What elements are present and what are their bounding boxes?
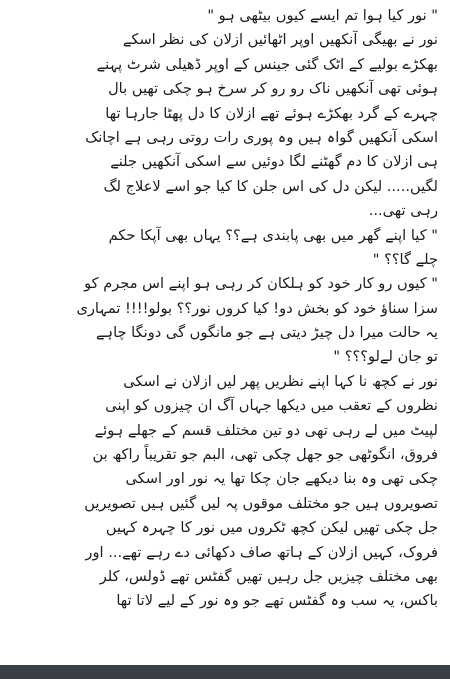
text-line: چہرے کے گرد بھکڑے ہوئے تھے ازلان کا دل پھٹا جارہا تھا	[105, 104, 438, 122]
text-line: لپیٹ میں لے رہی تھی دو تین مختلف قسم کے جھلے ہوئے	[94, 421, 438, 439]
text-line: نور نے کچھ نا کہا اپنے نظریں پھر لیں ازلان نے اسکی	[123, 372, 438, 390]
text-line: سزا سناؤ خود کو بخش دو! کیا کروں نور؟؟ بولو!!!! تمہاری	[76, 299, 438, 317]
text-line: تو جان لےلو؟؟؟ "	[333, 348, 438, 366]
text-line: تصویروں ہیں جو مختلف موقوں پہ لیں گئیں ہیں تصویریں	[84, 494, 438, 512]
text-line: ہی ازلان کا دم گھٹنے لگا دوئیں سے اسکی آنکھیں جلنے	[110, 153, 438, 171]
text-line: " کیوں رو کار خود کو ہلکان کر رہی ہو اپنے اس مجرم کو	[84, 275, 438, 293]
text-line: بھکڑے بولیے کے اٹک گئی جینس کے اوپر ڈھیلی شرٹ پہنے	[96, 55, 438, 73]
text-line: نور نے بھیگی آنکھیں اوپر اٹھائیں ازلان کی نظر اسکے	[122, 31, 438, 49]
text-line: چکی تھی وہ بنا دیکھے جان چکا تھا یہ نور اور اسکی	[125, 470, 438, 488]
text-line: جل چکی تھیں لیکن کچھ ٹکروں میں نور کا چہرہ کہیں	[105, 519, 438, 537]
text-line: ہوئی تھی آنکھیں ناک رو رو کر سرخ ہو چکی تھیں بال	[108, 80, 438, 98]
text-line: چلے گا؟؟ "	[372, 250, 438, 268]
text-line: باکس، یہ سب وہ گفٹس تھے جو وہ نور کے لیے لاتا تھا	[116, 592, 438, 610]
text-line: " کیا اپنے گھر میں بھی پابندی ہے؟؟ یہاں بھی آپکا حکم	[108, 226, 438, 244]
text-line: یہ حالت میرا دل چیڑ دیتی ہے جو مانگوں گی دونگا چاہے	[95, 324, 438, 342]
text-line: بھی مختلف چیزیں جل رہیں تھیں گفٹس تھے ڈولس، کلر	[99, 567, 438, 585]
text-line: لگیں..... لیکن دل کی اس جلن کا کیا جو اسے لاعلاج لگ	[103, 177, 438, 195]
text-line: " نور کیا ہوا تم ایسے کیوں بیٹھی ہو "	[207, 7, 438, 24]
text-line: فروک، کہیں ازلان کے ہاتھ صاف دکھائی دے رہے تھے... اور	[85, 543, 438, 561]
text-line: اسکی آنکھیں گواہ ہیں وہ پوری رات روتی رہی ہے اچانک	[85, 128, 438, 146]
text-line: فروق، انگوٹھی جو جھل چکی تھی، البم جو تقریباً راکھ بن	[92, 446, 438, 464]
text-line: نظروں کے تعقب میں دیکھا جہاں آگ ان چیزوں کو اپنی	[105, 397, 438, 415]
text-line: رہی تھی...	[368, 202, 438, 220]
bottom-navigation-bar	[0, 665, 450, 679]
